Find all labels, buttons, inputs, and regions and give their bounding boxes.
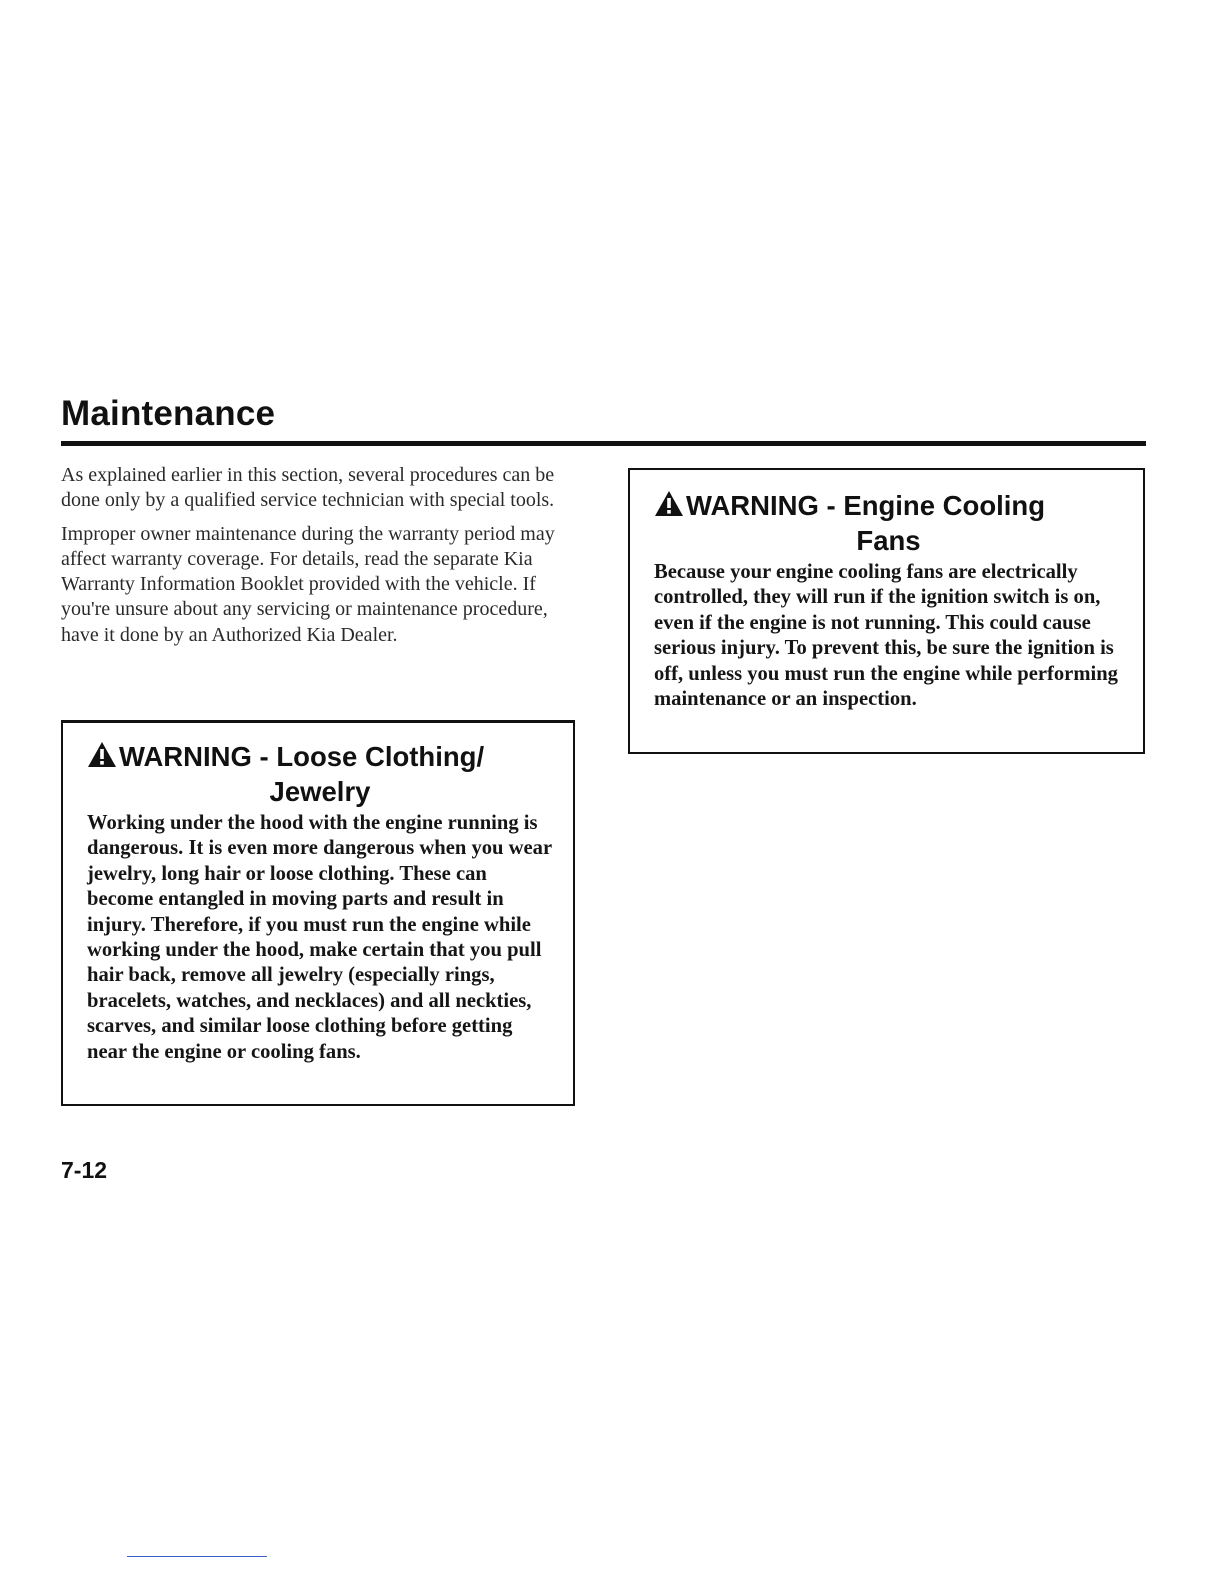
warning-title-line1 — [87, 739, 553, 774]
intro-paragraph-1: As explained earlier in this section, several procedures can be done only by a qualified service technician with special tools. — [61, 464, 555, 512]
warning-title-line2: Fans — [856, 525, 921, 556]
warning-body-cooling-fans: Because your engine cooling fans are electrically controlled, they will run if the ignition switch is on, even if the engine is not running. This could cause serious injury. To prevent this, be sure the ignition is off, unless you must run the engine while performing maintenance or an inspection. — [654, 561, 1118, 711]
intro-text — [61, 463, 581, 656]
warning-title-line2: Jewelry — [269, 776, 371, 807]
intro-paragraph-2: Improper owner maintenance during the warranty period may affect warranty coverage. For details, read the separate Kia Warranty Information Booklet provided with the vehicle. If you're unsure about any servicing or maintenance procedure, have it done by an Authorized Kia Dealer. — [61, 522, 555, 646]
warning-title-loose-clothing — [87, 739, 553, 809]
warning-triangle-icon — [87, 741, 117, 768]
title-rule — [61, 441, 1146, 446]
section-title: Maintenance — [61, 394, 276, 433]
warning-triangle-icon — [654, 490, 684, 517]
warning-title-cooling-fans — [654, 488, 1123, 558]
warning-title-line1-text: WARNING - Engine Cooling — [686, 490, 1045, 521]
warning-title-line1 — [654, 488, 1123, 523]
warning-title-line1-text: WARNING - Loose Clothing/ — [119, 741, 485, 772]
warning-body-loose-clothing: Working under the hood with the engine running is dangerous. It is even more dangerous when you wear jewelry, long hair or loose clothing. These can become entangled in moving parts and result in injury. Therefore, if you must run the engine while working under the hood, make certain that you pull hair back, remove all jewelry (especially rings, bracelets, watches, and necklaces) and all neckties, scarves, and similar loose clothing before getting near the engine or cooling fans. — [87, 812, 552, 1063]
warning-box-cooling-fans — [628, 468, 1145, 754]
warning-box-loose-clothing — [61, 720, 575, 1106]
footer-link-line — [127, 1556, 267, 1557]
page-number: 7-12 — [61, 1157, 108, 1183]
